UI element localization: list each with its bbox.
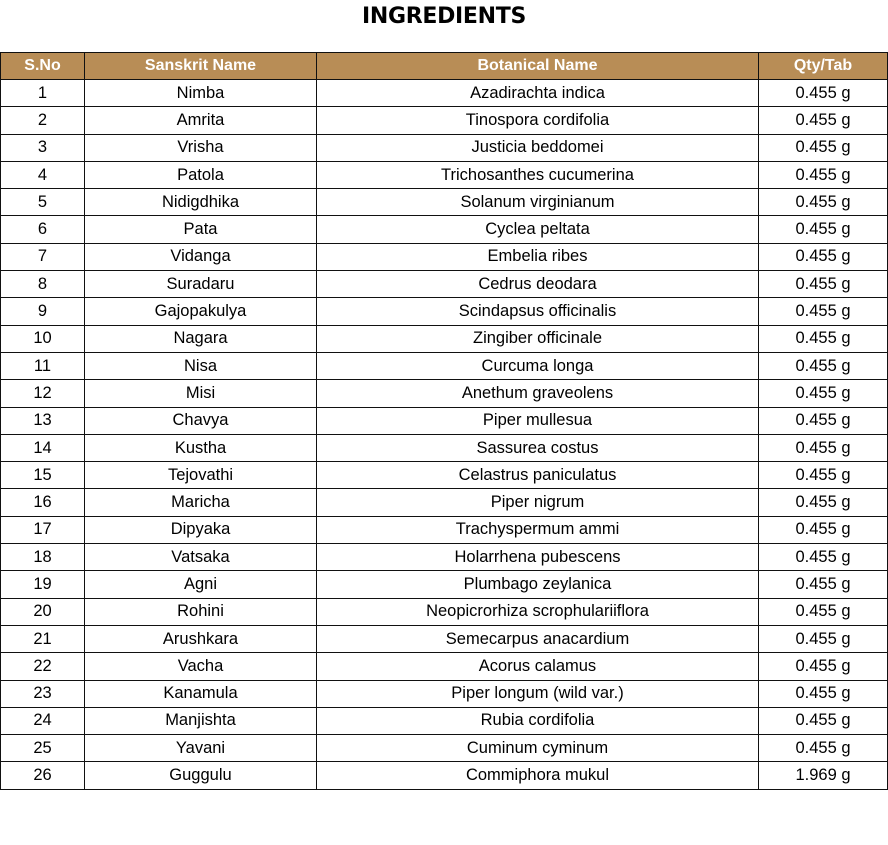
qty-cell: 0.455 g [759,325,888,352]
sanskrit-name-cell: Arushkara [85,625,317,652]
sanskrit-name-cell: Patola [85,161,317,188]
botanical-name-cell: Rubia cordifolia [317,707,759,734]
qty-cell: 0.455 g [759,134,888,161]
botanical-name-cell: Justicia beddomei [317,134,759,161]
botanical-name-cell: Anethum graveolens [317,380,759,407]
botanical-name-cell: Neopicrorhiza scrophulariiflora [317,598,759,625]
botanical-name-cell: Commiphora mukul [317,762,759,789]
sanskrit-name-cell: Kanamula [85,680,317,707]
table-row [1,598,888,625]
botanical-name-cell: Trachyspermum ammi [317,516,759,543]
sanskrit-name-cell: Maricha [85,489,317,516]
botanical-name-cell: Scindapsus officinalis [317,298,759,325]
sno-cell: 19 [1,571,85,598]
sanskrit-name-cell: Nidigdhika [85,189,317,216]
botanical-name-cell: Cedrus deodara [317,271,759,298]
table-row [1,298,888,325]
sno-cell: 10 [1,325,85,352]
table-row [1,189,888,216]
table-row [1,107,888,134]
qty-cell: 0.455 g [759,680,888,707]
sanskrit-name-cell: Gajopakulya [85,298,317,325]
qty-cell: 0.455 g [759,571,888,598]
botanical-name-cell: Celastrus paniculatus [317,462,759,489]
sno-cell: 14 [1,434,85,461]
qty-cell: 0.455 g [759,216,888,243]
table-row [1,707,888,734]
botanical-name-cell: Sassurea costus [317,434,759,461]
table-body [1,80,888,790]
sanskrit-name-cell: Pata [85,216,317,243]
botanical-name-cell: Cyclea peltata [317,216,759,243]
table-row [1,216,888,243]
botanical-name-cell: Piper nigrum [317,489,759,516]
sno-cell: 2 [1,107,85,134]
table-row [1,462,888,489]
sno-cell: 12 [1,380,85,407]
ingredients-table [0,52,888,790]
header-sno: S.No [1,53,85,80]
table-header [1,53,888,80]
table-row [1,271,888,298]
qty-cell: 0.455 g [759,544,888,571]
table-row [1,653,888,680]
table-row [1,380,888,407]
botanical-name-cell: Holarrhena pubescens [317,544,759,571]
qty-cell: 0.455 g [759,380,888,407]
sanskrit-name-cell: Yavani [85,735,317,762]
sno-cell: 15 [1,462,85,489]
qty-cell: 0.455 g [759,735,888,762]
sno-cell: 8 [1,271,85,298]
sanskrit-name-cell: Vatsaka [85,544,317,571]
header-row [1,53,888,80]
table-row [1,735,888,762]
sanskrit-name-cell: Rohini [85,598,317,625]
qty-cell: 0.455 g [759,407,888,434]
sno-cell: 22 [1,653,85,680]
header-botanical-name: Botanical Name [317,53,759,80]
table-row [1,516,888,543]
botanical-name-cell: Piper longum (wild var.) [317,680,759,707]
sanskrit-name-cell: Guggulu [85,762,317,789]
table-row [1,489,888,516]
sno-cell: 26 [1,762,85,789]
sanskrit-name-cell: Vacha [85,653,317,680]
qty-cell: 0.455 g [759,271,888,298]
sno-cell: 6 [1,216,85,243]
qty-cell: 0.455 g [759,434,888,461]
botanical-name-cell: Curcuma longa [317,352,759,379]
page-title: INGREDIENTS [361,4,527,29]
sno-cell: 21 [1,625,85,652]
botanical-name-cell: Plumbago zeylanica [317,571,759,598]
sno-cell: 18 [1,544,85,571]
sno-cell: 20 [1,598,85,625]
qty-cell: 0.455 g [759,352,888,379]
table-row [1,434,888,461]
qty-cell: 0.455 g [759,489,888,516]
botanical-name-cell: Trichosanthes cucumerina [317,161,759,188]
header-qty-per-tab: Qty/Tab [759,53,888,80]
sanskrit-name-cell: Misi [85,380,317,407]
botanical-name-cell: Cuminum cyminum [317,735,759,762]
table-row [1,625,888,652]
qty-cell: 0.455 g [759,80,888,107]
table-row [1,762,888,789]
table-row [1,680,888,707]
qty-cell: 0.455 g [759,298,888,325]
sanskrit-name-cell: Nisa [85,352,317,379]
header-sanskrit-name: Sanskrit Name [85,53,317,80]
qty-cell: 0.455 g [759,462,888,489]
sno-cell: 9 [1,298,85,325]
table-row [1,325,888,352]
sno-cell: 16 [1,489,85,516]
qty-cell: 0.455 g [759,707,888,734]
sno-cell: 17 [1,516,85,543]
table-row [1,243,888,270]
botanical-name-cell: Semecarpus anacardium [317,625,759,652]
sanskrit-name-cell: Kustha [85,434,317,461]
sno-cell: 7 [1,243,85,270]
sanskrit-name-cell: Amrita [85,107,317,134]
qty-cell: 1.969 g [759,762,888,789]
table-row [1,161,888,188]
botanical-name-cell: Acorus calamus [317,653,759,680]
sno-cell: 13 [1,407,85,434]
qty-cell: 0.455 g [759,653,888,680]
sanskrit-name-cell: Vidanga [85,243,317,270]
sanskrit-name-cell: Nagara [85,325,317,352]
qty-cell: 0.455 g [759,189,888,216]
qty-cell: 0.455 g [759,625,888,652]
sanskrit-name-cell: Agni [85,571,317,598]
table-row [1,134,888,161]
table-row [1,544,888,571]
table-row [1,352,888,379]
qty-cell: 0.455 g [759,107,888,134]
botanical-name-cell: Tinospora cordifolia [317,107,759,134]
sno-cell: 11 [1,352,85,379]
botanical-name-cell: Zingiber officinale [317,325,759,352]
sanskrit-name-cell: Tejovathi [85,462,317,489]
sno-cell: 5 [1,189,85,216]
botanical-name-cell: Solanum virginianum [317,189,759,216]
table-row [1,571,888,598]
botanical-name-cell: Azadirachta indica [317,80,759,107]
qty-cell: 0.455 g [759,243,888,270]
sanskrit-name-cell: Dipyaka [85,516,317,543]
sno-cell: 4 [1,161,85,188]
qty-cell: 0.455 g [759,161,888,188]
sanskrit-name-cell: Suradaru [85,271,317,298]
sno-cell: 23 [1,680,85,707]
botanical-name-cell: Embelia ribes [317,243,759,270]
sanskrit-name-cell: Chavya [85,407,317,434]
botanical-name-cell: Piper mullesua [317,407,759,434]
sno-cell: 25 [1,735,85,762]
sno-cell: 3 [1,134,85,161]
sanskrit-name-cell: Nimba [85,80,317,107]
sno-cell: 24 [1,707,85,734]
sanskrit-name-cell: Vrisha [85,134,317,161]
table-row [1,80,888,107]
table-row [1,407,888,434]
sanskrit-name-cell: Manjishta [85,707,317,734]
qty-cell: 0.455 g [759,598,888,625]
qty-cell: 0.455 g [759,516,888,543]
sno-cell: 1 [1,80,85,107]
